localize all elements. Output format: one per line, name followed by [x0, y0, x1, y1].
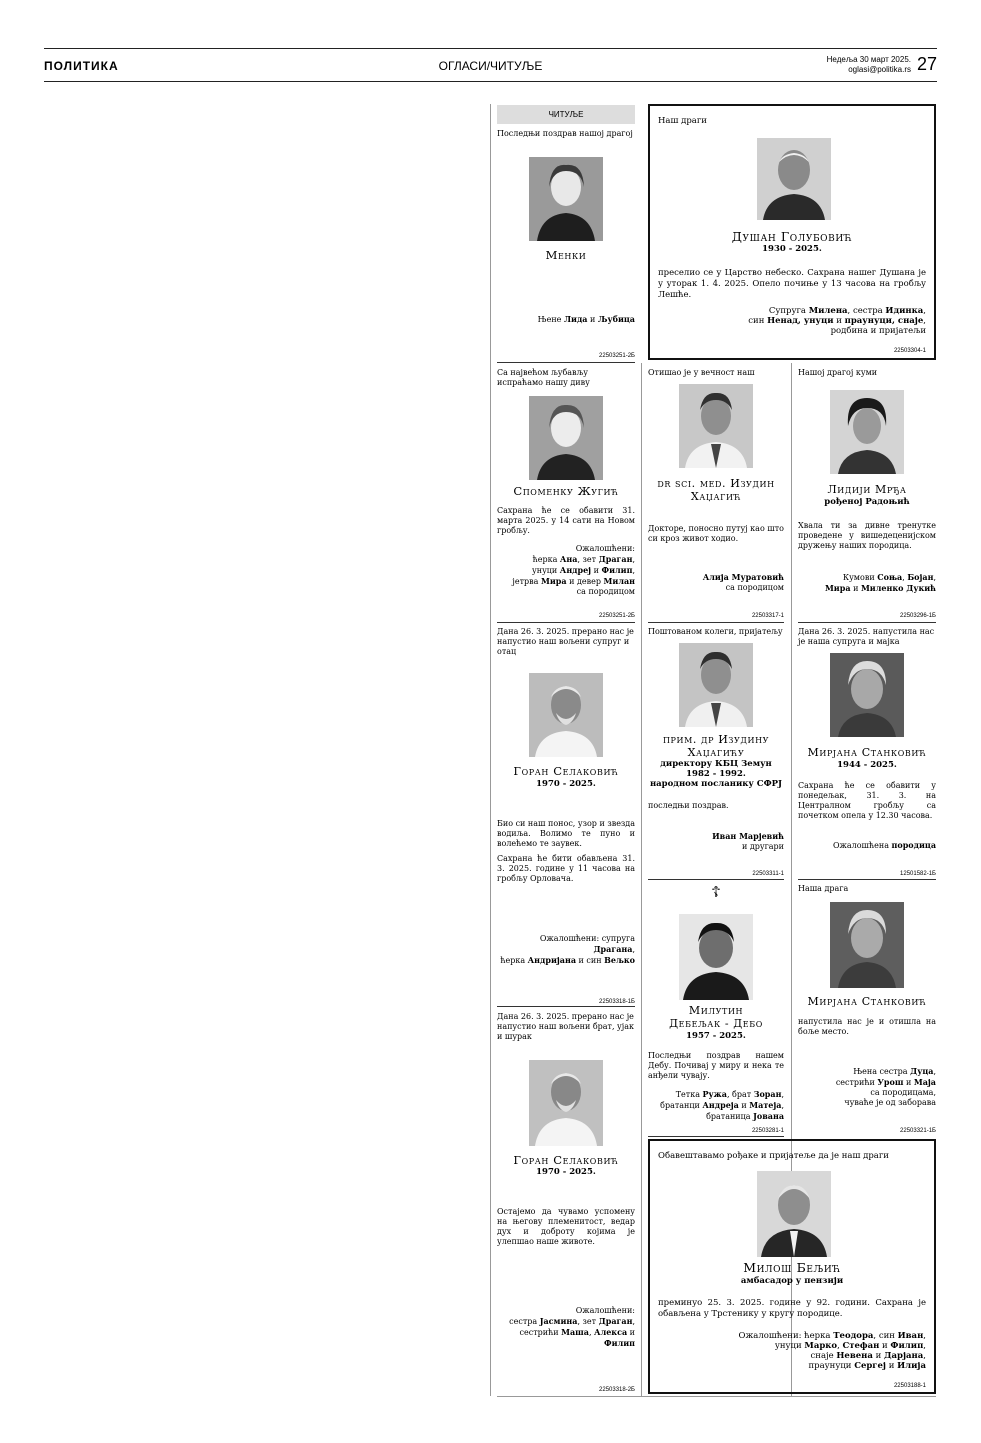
obituary-intro: Дана 26. 3. 2025. прерано нас је напустио наш вољени супруг и отац [497, 627, 634, 656]
separator [497, 1006, 635, 1007]
funeral-notice: Сахрана ће се обавити 31. марта 2025. у 14 сати на Новом гробљу. [497, 506, 635, 535]
obituary-intro: Поштованом колеги, пријатељу [648, 627, 783, 636]
signatories: Кумови Соња, Бојан, Мира и Миленко Дукић [824, 572, 936, 593]
column-divider [641, 363, 642, 1396]
ad-code: 22503251-2Б [599, 613, 635, 619]
section-title: ОГЛАСИ/ЧИТУЉЕ [438, 59, 543, 73]
portrait-photo [529, 1060, 603, 1146]
column-divider [490, 104, 491, 1396]
signatories: Иван Марјевић и другари [712, 831, 784, 851]
ad-code: 22503311-1 [752, 871, 784, 877]
ad-code: 22503318-2Б [599, 1387, 635, 1393]
obituary-goran-selakovic [497, 625, 635, 1005]
maiden-name: рођеној Радоњић [824, 497, 910, 507]
ad-code: 12501582-1Б [900, 871, 936, 877]
life-years: 1970 - 2025. [536, 1167, 596, 1177]
orthodox-cross-icon: ☦ [711, 883, 721, 901]
tribute-text: Био си наш понос, узор и звезда водиља. Волимо те пуно и волећемо те заувек. [497, 819, 635, 848]
portrait-photo [679, 384, 753, 468]
life-years: 1957 - 2025. [686, 1031, 746, 1041]
life-years: 1970 - 2025. [536, 779, 596, 789]
obituary-dusan-golubovic [648, 104, 936, 360]
portrait-photo [830, 653, 904, 737]
ad-code: 22503251-2Б [599, 353, 635, 359]
portrait-photo [679, 914, 753, 1000]
obituary-intro: Нашој драгој куми [798, 368, 878, 377]
obituary-intro: Наш драги [658, 116, 707, 126]
signatories: Њене Лида и Љубица [537, 314, 635, 324]
title-lines: директору КБЦ Земун 1982 - 1992. народном посланику СФРЈ [649, 759, 783, 789]
obituary-intro: Дана 26. 3. 2025. прерано нас је напустио наш вољени брат, ујак и шурак [497, 1012, 635, 1041]
separator [648, 622, 784, 623]
portrait-photo [830, 390, 904, 474]
funeral-notice: преселио се у Царство небеско. Сахрана нашег Душана је у уторак 1. 4. 2025. Опело почиње у 13 часова на гробљу Лешће. [658, 268, 926, 300]
deceased-name: прим. др Изудину Хаџагићу [662, 733, 770, 759]
issue-date: Недеља 30 март 2025. [826, 55, 911, 64]
deceased-name: Мирјана Станковић [807, 995, 927, 1008]
signatories: Ожалошћени: ћерка Теодора, син Иван, унуци Марко, Стефан и Филип, снаје Невена и Дарјана, праунуци Сергеј и Илија [738, 1331, 926, 1371]
obituary-milos-beljic [648, 1139, 936, 1394]
obituary-spomenka-zugic [497, 366, 635, 620]
signatories: Супруга Милена, сестра Идинка, син Ненад, унуци и праунуци, снаје, родбина и пријатељи [748, 306, 926, 336]
separator [497, 622, 635, 623]
farewell-text: Хвала ти за дивне тренутке проведене у вишедеценијском дружењу наших породица. [798, 521, 936, 550]
deceased-name: Менки [545, 248, 587, 262]
life-years: 1944 - 2025. [837, 760, 897, 770]
portrait-photo [529, 673, 603, 757]
separator [798, 622, 936, 623]
ad-code: 22503281-1 [751, 1128, 784, 1134]
signatories: Ожалошћени: супруга Драгана, ћерка Андријана и син Вељко [500, 934, 635, 965]
ad-code: 22503304-1 [893, 348, 926, 354]
funeral-notice: Сахрана ће се обавити у понедељак, 31. 3. на Централном гробљу са почетком опела у 12.30 часова. [798, 781, 936, 820]
obituary-menki [497, 127, 635, 363]
contact-email: oglasi@politika.rs [848, 65, 911, 74]
funeral-notice: преминуо 25. 3. 2025. године у 92. години. Сахрана је обављена у Трстенику у кругу породице. [658, 1298, 926, 1319]
ad-code: 22503318-1Б [599, 999, 635, 1005]
funeral-notice: Сахрана ће бити обављена 31. 3. 2025. године у 11 часова на гробљу Орловача. [497, 854, 635, 883]
obituary-mirjana-stankovic-2 [798, 882, 936, 1134]
ad-code: 22503317-1 [751, 613, 784, 619]
ad-code: 22503296-1Б [900, 613, 936, 619]
deceased-name: Горан Селаковић [513, 1153, 619, 1167]
deceased-name: Споменку Жугић [513, 484, 619, 498]
obituary-intro: Отишао је у вечност наш [648, 368, 755, 377]
page-number: 27 [916, 54, 937, 74]
bottom-rule [497, 1396, 936, 1397]
page-header [44, 48, 937, 82]
separator [497, 362, 635, 363]
separator [798, 879, 936, 880]
farewell-text: последњи поздрав. [648, 801, 729, 810]
obituary-milutin-debeljak [648, 882, 784, 1134]
title: амбасадор у пензији [740, 1276, 844, 1286]
deceased-name: Горан Селаковић [513, 764, 619, 778]
life-years: 1930 - 2025. [762, 244, 822, 254]
obituary-intro: Дана 26. 3. 2025. напустила нас је наша супруга и мајка [798, 627, 935, 646]
portrait-photo [757, 1171, 831, 1257]
tribute-text: Остајемо да чувамо успомену на његову племенитост, ведар дух и доброту којима је улепшао наше животе. [497, 1207, 635, 1246]
signatories: Ожалошћени: ћерка Ана, зет Драган, унуци Андреј и Филип, јетрва Мира и девер Милан са породицом [512, 544, 635, 596]
signatories: Њена сестра Дуца, сестрићи Урош и Маја са породицама, чуваће је од заборава [835, 1066, 936, 1107]
obituary-intro: Обавештавамо рођаке и пријатеље да је наш драги [658, 1151, 889, 1161]
signatories: Тетка Ружа, брат Зоран, братанци Андреја и Матеја, братаница Јована [660, 1089, 784, 1121]
obituary-lidija-mrdja [798, 366, 936, 620]
section-tag: ЧИТУЉЕ [497, 105, 635, 124]
deceased-name: Милутин Дебељак - Дебо [669, 1004, 763, 1030]
ad-code: 22503321-1Б [900, 1128, 936, 1134]
deceased-name: dr sci. med. Изудин Хаџагић [657, 477, 775, 503]
deceased-name: Мирјана Станковић [807, 746, 927, 759]
signatories: Ожалошћена породица [832, 840, 936, 850]
deceased-name: Душан Голубовић [731, 229, 853, 244]
signatories: Алија Муратовић са породицом [702, 572, 784, 592]
newspaper-logo: ПОЛИТИКА [44, 59, 119, 73]
portrait-photo [830, 902, 904, 988]
farewell-text: напустила нас је и отишла на боље место. [798, 1017, 936, 1036]
obituary-izudin-hadzagic [648, 366, 784, 620]
obituary-intro: Последњи поздрав нашој драгој [497, 129, 633, 138]
portrait-photo [529, 157, 603, 241]
portrait-photo [529, 396, 603, 480]
obituary-mirjana-stankovic-1 [798, 625, 936, 877]
separator [648, 1136, 784, 1137]
farewell-text: Последњи поздрав нашем Дебу. Почивај у миру и нека те анђели чувају. [648, 1051, 784, 1080]
separator [648, 879, 784, 880]
obituary-goran-selakovic-2 [497, 1010, 635, 1396]
ad-code: 22503188-1 [893, 1383, 926, 1389]
portrait-photo [757, 138, 831, 220]
signatories: Ожалошћени: сестра Јасмина, зет Драган, сестрићи Маша, Алекса и Филип [509, 1306, 635, 1348]
farewell-text: Докторе, поносно путуј као што си кроз живот ходио. [648, 524, 784, 543]
deceased-name: Лидији Мрђа [827, 483, 907, 496]
header-date-block [827, 55, 911, 75]
deceased-name: Милош Бељић [743, 1260, 841, 1275]
obituary-intro: Наша драга [798, 884, 849, 893]
obituary-intro: Са највећом љубављу испраћамо нашу диву [497, 368, 590, 387]
portrait-photo [679, 643, 753, 727]
obituary-izudin-colleague [648, 625, 784, 877]
